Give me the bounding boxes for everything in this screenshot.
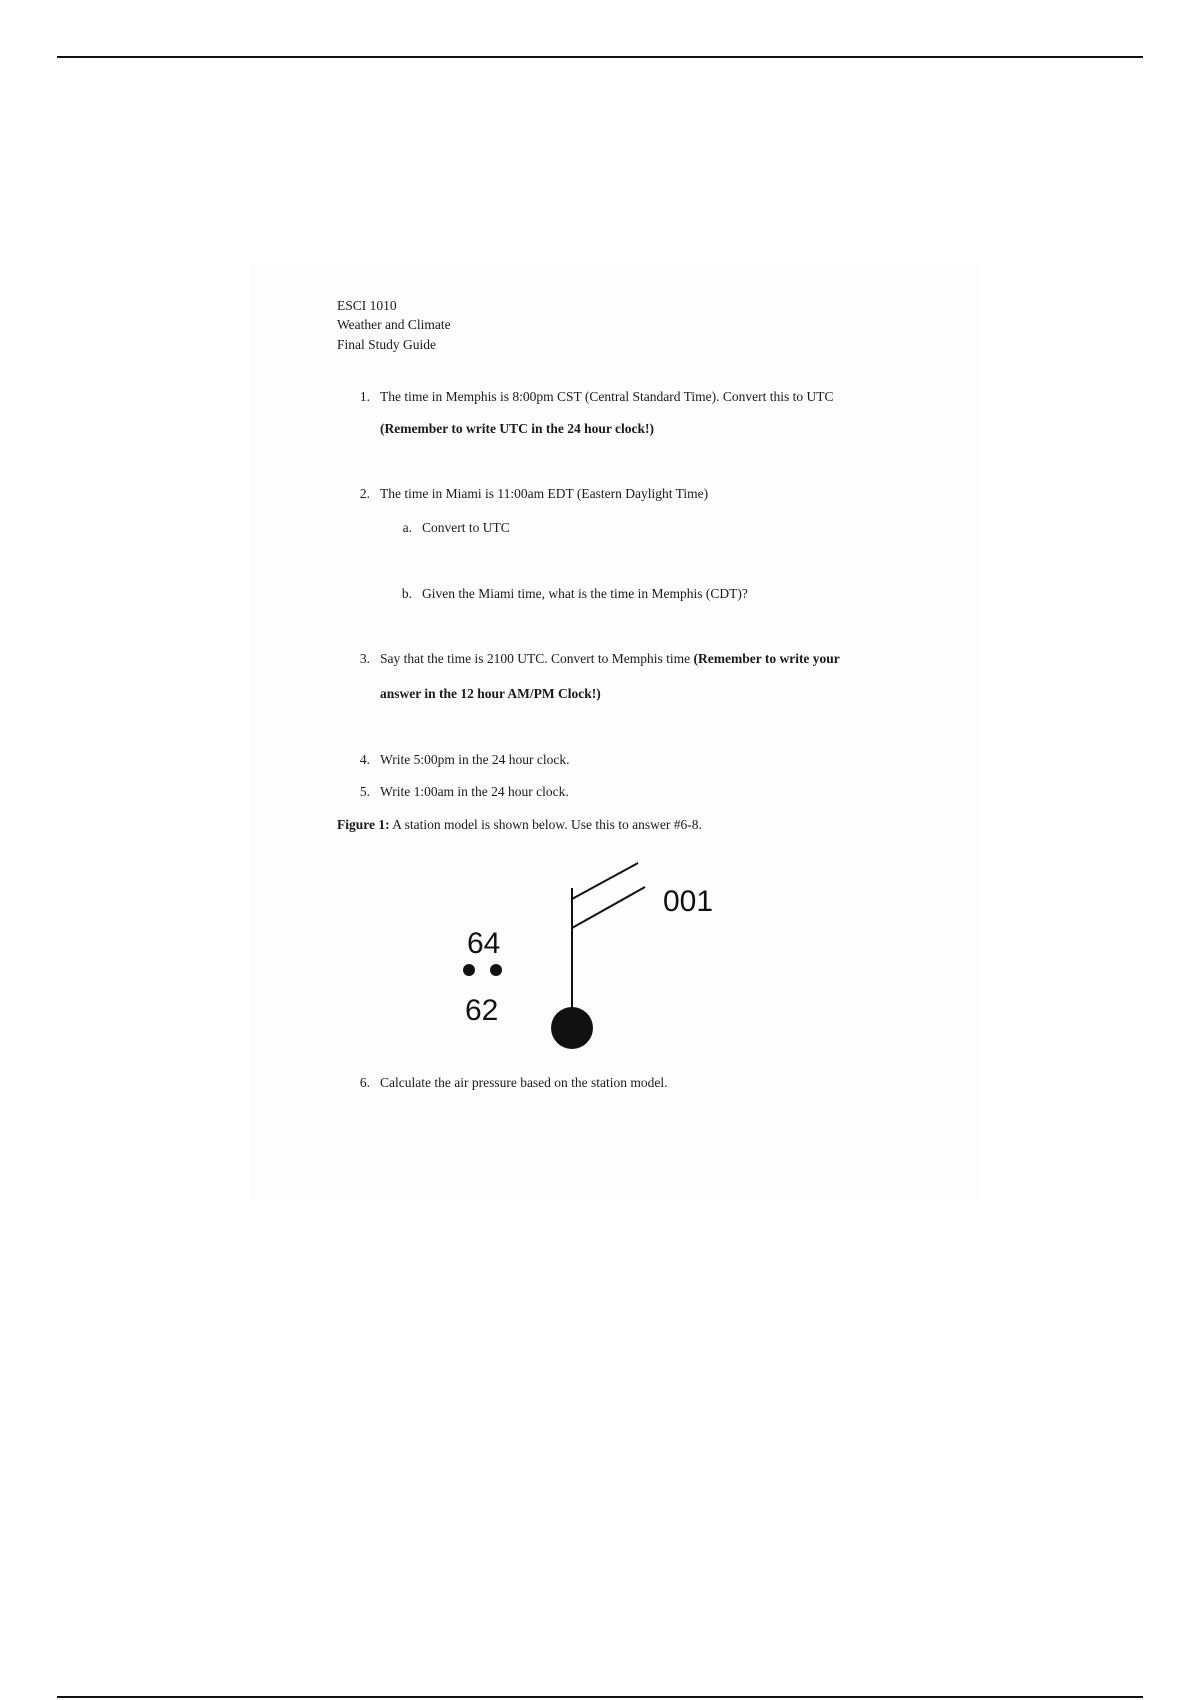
rain-dot-left-icon xyxy=(463,964,475,976)
question-text: The time in Miami is 11:00am EDT (Eastern Daylight Time) xyxy=(380,486,709,501)
rain-dot-right-icon xyxy=(490,964,502,976)
figure-caption-text: A station model is shown below. Use this to answer #6-8. xyxy=(392,817,702,832)
question-text: The time in Memphis is 8:00pm CST (Central Standard Time). Convert this to UTC xyxy=(380,389,834,404)
question-number: 4. xyxy=(359,752,370,767)
question-number: 1. xyxy=(359,389,370,404)
question-number: 2. xyxy=(359,486,370,501)
station-pressure: 001 xyxy=(663,885,714,918)
part-text: Given the Miami time, what is the time in Memphis (CDT)? xyxy=(422,586,748,601)
question-text: Write 1:00am in the 24 hour clock. xyxy=(380,784,569,799)
top-rule xyxy=(57,56,1143,58)
figure-caption xyxy=(337,816,702,834)
course-title: Weather and Climate xyxy=(337,317,451,332)
question-text: Write 5:00pm in the 24 hour clock. xyxy=(380,752,570,767)
question-number: 6. xyxy=(359,1075,370,1090)
question-number: 3. xyxy=(359,651,370,666)
guide-title: Final Study Guide xyxy=(337,337,437,352)
figure-label: Figure 1: xyxy=(337,817,390,832)
station-dewpoint: 62 xyxy=(465,994,499,1027)
question-text: Calculate the air pressure based on the station model. xyxy=(380,1075,668,1090)
question-number: 5. xyxy=(359,784,370,799)
question-1-note: (Remember to write UTC in the 24 hour clock!) xyxy=(380,421,654,436)
question-3-note-start: (Remember to write your xyxy=(693,651,840,666)
question-text xyxy=(380,650,840,668)
part-letter: b. xyxy=(401,586,412,601)
course-code: ESCI 1010 xyxy=(337,298,397,313)
question-3-note-end: answer in the 12 hour AM/PM Clock!) xyxy=(380,686,601,701)
filled-circle-overcast-icon xyxy=(551,1007,593,1049)
part-letter: a. xyxy=(402,520,412,535)
bottom-rule xyxy=(57,1696,1143,1698)
part-text: Convert to UTC xyxy=(422,520,510,535)
station-temperature: 64 xyxy=(467,927,501,960)
station-model-figure xyxy=(440,850,740,1060)
question-3-text: Say that the time is 2100 UTC. Convert to Memphis time xyxy=(380,651,691,666)
wind-barb-1 xyxy=(572,863,638,899)
